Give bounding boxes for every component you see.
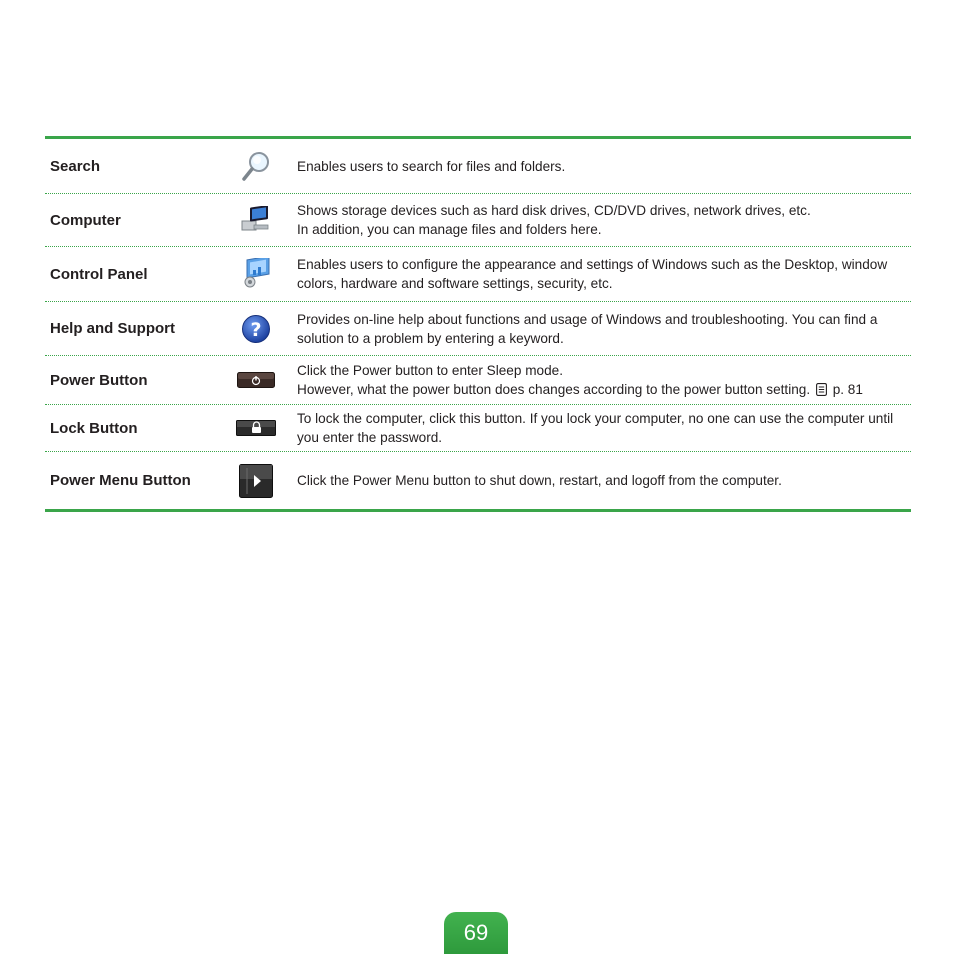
row-label: Control Panel bbox=[50, 265, 148, 283]
power-menu-button-icon bbox=[239, 464, 273, 498]
computer-icon bbox=[240, 206, 272, 234]
table-row-help-and-support bbox=[45, 302, 911, 356]
row-label: Help and Support bbox=[50, 320, 175, 337]
row-description: Click the Power Menu button to shut down, restart, and logoff from the computer. bbox=[297, 473, 782, 488]
row-description: Enables users to search for files and folders. bbox=[297, 158, 566, 174]
row-label: Power Menu Button bbox=[50, 472, 191, 489]
table-row-computer bbox=[45, 194, 911, 247]
table-row-power-button bbox=[45, 356, 911, 405]
table-row-control-panel bbox=[45, 247, 911, 302]
power-button-icon bbox=[237, 372, 275, 388]
row-label: Power Button bbox=[50, 371, 148, 389]
table-row-search bbox=[45, 139, 911, 194]
row-description: Click the Power button to enter Sleep mode. However, what the power button does changes according to the power button setting. p. 81 bbox=[297, 363, 863, 397]
row-description: Enables users to configure the appearance and settings of Windows such as the Desktop, window colors, hardware and software settings, security, etc. bbox=[297, 257, 888, 291]
table-row-power-menu-button bbox=[45, 452, 911, 509]
help-icon bbox=[241, 314, 271, 344]
row-description: To lock the computer, click this button. If you lock your computer, no one can use the computer until you enter the password. bbox=[297, 411, 894, 445]
page-reference[interactable]: p. 81 bbox=[832, 382, 863, 397]
row-label: Lock Button bbox=[50, 419, 138, 437]
magnifier-icon bbox=[241, 150, 271, 182]
control-panel-icon bbox=[241, 258, 271, 290]
row-description: Provides on-line help about functions and usage of Windows and troubleshooting. You can find a solution to a problem by entering a keyword. bbox=[297, 311, 878, 346]
table-row-lock-button bbox=[45, 405, 911, 452]
lock-button-icon bbox=[236, 420, 276, 436]
page-number: 69 bbox=[463, 920, 489, 945]
row-label: Computer bbox=[50, 211, 121, 229]
feature-table bbox=[45, 136, 911, 512]
page-reference-icon bbox=[816, 383, 827, 396]
svg-text:?: ? bbox=[249, 318, 262, 341]
page-number-tab bbox=[444, 912, 508, 954]
row-description: Shows storage devices such as hard disk drives, CD/DVD drives, network drives, etc. In addition, you can manage files and folders here. bbox=[297, 203, 811, 237]
row-label: Search bbox=[50, 157, 101, 175]
